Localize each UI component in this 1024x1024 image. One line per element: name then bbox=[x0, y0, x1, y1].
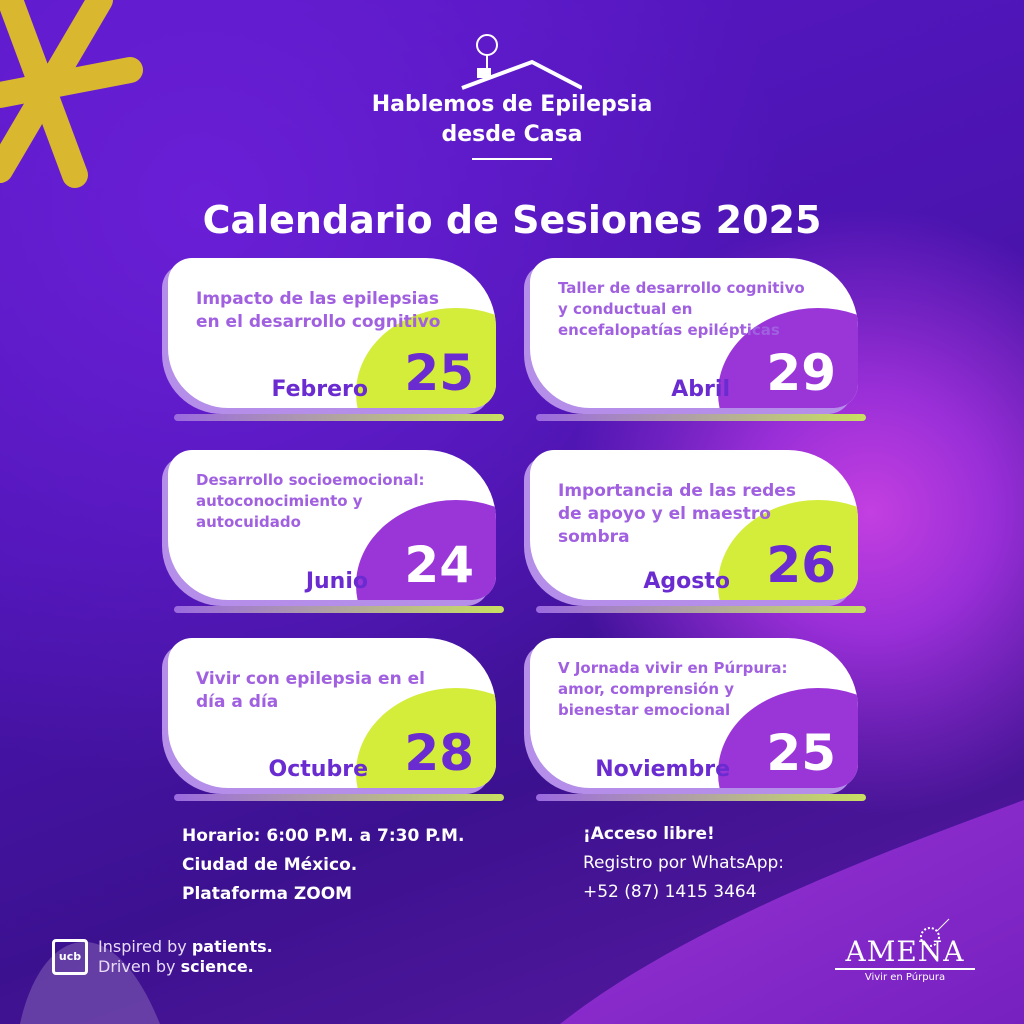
amena-logo bbox=[835, 915, 975, 983]
session-card bbox=[168, 258, 496, 408]
ucb-text-bold: science. bbox=[180, 957, 254, 976]
card-underline bbox=[536, 414, 866, 421]
header-title-line2: desde Casa bbox=[441, 122, 583, 147]
ucb-text: Driven by bbox=[98, 957, 181, 976]
card-underline bbox=[536, 606, 866, 613]
session-month: Junio bbox=[305, 569, 368, 594]
access-text: ¡Acceso libre! bbox=[583, 824, 715, 844]
session-month: Febrero bbox=[271, 377, 368, 402]
session-day: 26 bbox=[766, 536, 836, 594]
session-card bbox=[168, 638, 496, 788]
session-month: Noviembre bbox=[595, 757, 730, 782]
house-dandelion-logo-icon bbox=[442, 10, 582, 90]
session-day: 24 bbox=[404, 536, 474, 594]
session-day: 25 bbox=[404, 344, 474, 402]
session-topic: Desarrollo socioemocional: autoconocimiento y autocuidado bbox=[196, 471, 425, 531]
platform-text: Plataforma ZOOM bbox=[182, 884, 353, 904]
amena-name: AMENA bbox=[835, 935, 975, 970]
ucb-logo bbox=[52, 937, 273, 977]
session-topic: Taller de desarrollo cognitivo y conductual en encefalopatías epilépticas bbox=[558, 279, 805, 339]
session-card bbox=[530, 638, 858, 788]
registration-info bbox=[583, 820, 784, 907]
amena-tagline: Vivir en Púrpura bbox=[864, 972, 946, 983]
session-topic: Impacto de las epilepsias en el desarrollo cognitivo bbox=[196, 289, 441, 332]
session-card bbox=[530, 450, 858, 600]
session-day: 25 bbox=[766, 724, 836, 782]
card-underline bbox=[174, 606, 504, 613]
session-month: Abril bbox=[671, 377, 730, 402]
register-text: Registro por WhatsApp: bbox=[583, 853, 785, 873]
dandelion-icon bbox=[915, 915, 955, 955]
session-day: 28 bbox=[404, 724, 474, 782]
schedule-text: Horario: 6:00 P.M. a 7:30 P.M. bbox=[182, 826, 465, 846]
session-card bbox=[168, 450, 496, 600]
schedule-info bbox=[182, 822, 464, 909]
session-topic: V Jornada vivir en Púrpura: amor, comprensión y bienestar emocional bbox=[558, 659, 788, 719]
card-underline bbox=[174, 794, 504, 801]
session-topic: Importancia de las redes de apoyo y el maestro sombra bbox=[558, 481, 796, 547]
header bbox=[0, 10, 1024, 160]
header-title-line1: Hablemos de Epilepsia bbox=[371, 92, 653, 117]
session-month: Octubre bbox=[268, 757, 368, 782]
header-divider bbox=[472, 158, 552, 160]
session-day: 29 bbox=[766, 344, 836, 402]
phone-text[interactable]: +52 (87) 1415 3464 bbox=[583, 882, 757, 902]
session-topic: Vivir con epilepsia en el día a día bbox=[196, 669, 425, 712]
card-underline bbox=[536, 794, 866, 801]
city-text: Ciudad de México. bbox=[182, 855, 358, 875]
ucb-text: Inspired by bbox=[98, 937, 192, 956]
session-card bbox=[530, 258, 858, 408]
page-title: Calendario de Sesiones 2025 bbox=[202, 198, 822, 242]
session-month: Agosto bbox=[643, 569, 730, 594]
card-underline bbox=[174, 414, 504, 421]
ucb-text-bold: patients. bbox=[191, 937, 273, 956]
ucb-mark-icon: ucb bbox=[52, 939, 88, 975]
